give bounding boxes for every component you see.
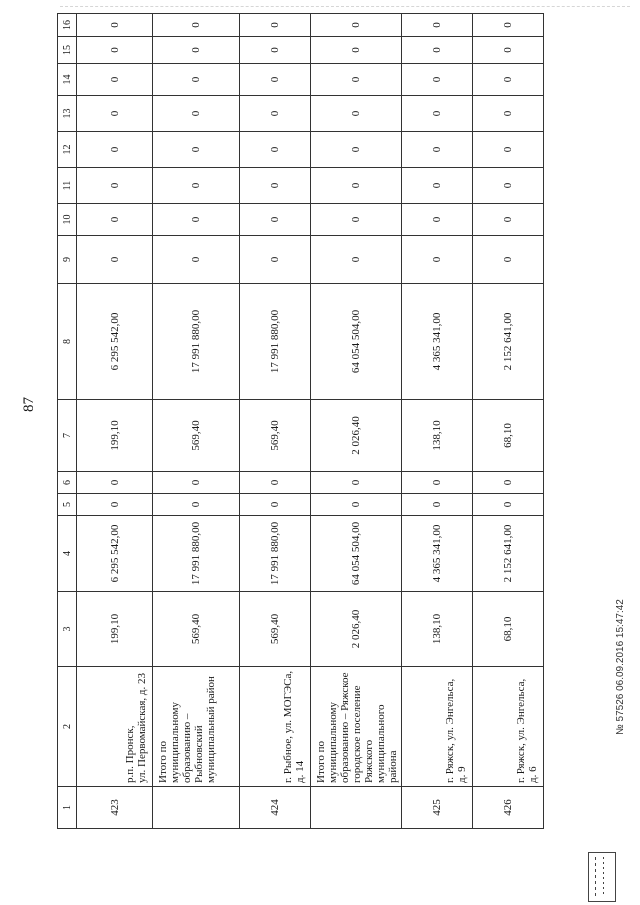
value-cell-c16: 0 xyxy=(310,14,401,37)
value-cell-c3: 199,10 xyxy=(77,592,153,667)
value-cell-c14: 0 xyxy=(310,64,401,96)
column-number-8: 8 xyxy=(58,284,77,400)
value-cell-c7: 569,40 xyxy=(153,400,239,472)
value-cell-c14: 0 xyxy=(401,64,472,96)
value-cell-c10: 0 xyxy=(472,204,543,236)
address-cell: г. Ряжск, ул. Энгельса, д. 6 xyxy=(472,667,543,787)
value-cell-c12: 0 xyxy=(239,132,310,168)
value-cell-c11: 0 xyxy=(472,168,543,204)
value-cell-c15: 0 xyxy=(472,37,543,64)
value-cell-c8: 4 365 341,00 xyxy=(401,284,472,400)
value-cell-c10: 0 xyxy=(310,204,401,236)
value-cell-c10: 0 xyxy=(401,204,472,236)
value-cell-c11: 0 xyxy=(77,168,153,204)
row-index xyxy=(153,787,239,829)
column-number-11: 11 xyxy=(58,168,77,204)
column-number-1: 1 xyxy=(58,787,77,829)
value-cell-c6: 0 xyxy=(401,472,472,494)
value-cell-c13: 0 xyxy=(153,96,239,132)
value-cell-c6: 0 xyxy=(153,472,239,494)
value-cell-c14: 0 xyxy=(239,64,310,96)
value-cell-c15: 0 xyxy=(77,37,153,64)
value-cell-c3: 569,40 xyxy=(153,592,239,667)
value-cell-c6: 0 xyxy=(239,472,310,494)
row-index: 425 xyxy=(401,787,472,829)
value-cell-c11: 0 xyxy=(153,168,239,204)
value-cell-c15: 0 xyxy=(310,37,401,64)
column-number-12: 12 xyxy=(58,132,77,168)
value-cell-c6: 0 xyxy=(77,472,153,494)
value-cell-c9: 0 xyxy=(239,236,310,284)
value-cell-c16: 0 xyxy=(77,14,153,37)
table-row xyxy=(401,14,472,829)
value-cell-c9: 0 xyxy=(153,236,239,284)
value-cell-c3: 68,10 xyxy=(472,592,543,667)
table-row xyxy=(239,14,310,829)
value-cell-c16: 0 xyxy=(472,14,543,37)
value-cell-c8: 17 991 880,00 xyxy=(239,284,310,400)
column-number-3: 3 xyxy=(58,592,77,667)
row-index: 423 xyxy=(77,787,153,829)
rotated-table-canvas xyxy=(57,14,544,829)
value-cell-c5: 0 xyxy=(77,494,153,516)
column-number-13: 13 xyxy=(58,96,77,132)
column-number-row xyxy=(58,14,77,829)
value-cell-c5: 0 xyxy=(239,494,310,516)
value-cell-c13: 0 xyxy=(77,96,153,132)
value-cell-c8: 2 152 641,00 xyxy=(472,284,543,400)
value-cell-c12: 0 xyxy=(77,132,153,168)
value-cell-c4: 17 991 880,00 xyxy=(239,516,310,592)
value-cell-c16: 0 xyxy=(401,14,472,37)
value-cell-c10: 0 xyxy=(153,204,239,236)
value-cell-c3: 138,10 xyxy=(401,592,472,667)
table-row xyxy=(153,14,239,829)
value-cell-c13: 0 xyxy=(472,96,543,132)
value-cell-c11: 0 xyxy=(239,168,310,204)
page-number: 87 xyxy=(21,397,37,412)
column-number-5: 5 xyxy=(58,494,77,516)
value-cell-c4: 6 295 542,00 xyxy=(77,516,153,592)
column-number-7: 7 xyxy=(58,400,77,472)
value-cell-c10: 0 xyxy=(77,204,153,236)
value-cell-c5: 0 xyxy=(310,494,401,516)
value-cell-c8: 64 054 504,00 xyxy=(310,284,401,400)
value-cell-c8: 17 991 880,00 xyxy=(153,284,239,400)
value-cell-c9: 0 xyxy=(310,236,401,284)
column-number-2: 2 xyxy=(58,667,77,787)
value-cell-c16: 0 xyxy=(239,14,310,37)
value-cell-c10: 0 xyxy=(239,204,310,236)
address-cell: р.п. Пронск, ул. Первомайская, д. 23 xyxy=(77,667,153,787)
value-cell-c13: 0 xyxy=(310,96,401,132)
value-cell-c6: 0 xyxy=(472,472,543,494)
subtotal-label: Итого по муниципальному образованию – Рыбновский муниципальный район xyxy=(153,667,239,787)
value-cell-c7: 68,10 xyxy=(472,400,543,472)
value-cell-c12: 0 xyxy=(310,132,401,168)
value-cell-c15: 0 xyxy=(239,37,310,64)
value-cell-c9: 0 xyxy=(77,236,153,284)
table-row xyxy=(472,14,543,829)
table-wrapper xyxy=(57,14,544,829)
value-cell-c6: 0 xyxy=(310,472,401,494)
value-cell-c3: 2 026,40 xyxy=(310,592,401,667)
value-cell-c13: 0 xyxy=(239,96,310,132)
value-cell-c16: 0 xyxy=(153,14,239,37)
row-index xyxy=(310,787,401,829)
subtotal-label: Итого по муниципальному образованию – Ряжское городское поселение Ряжского муниципального района xyxy=(310,667,401,787)
column-number-14: 14 xyxy=(58,64,77,96)
value-cell-c7: 2 026,40 xyxy=(310,400,401,472)
address-cell: г. Ряжск, ул. Энгельса, д. 9 xyxy=(401,667,472,787)
registration-stamp: № 57526 06.09.2016 15:47:42 xyxy=(615,599,626,735)
value-cell-c5: 0 xyxy=(472,494,543,516)
register-table xyxy=(57,13,544,829)
value-cell-c4: 64 054 504,00 xyxy=(310,516,401,592)
value-cell-c4: 4 365 341,00 xyxy=(401,516,472,592)
column-number-15: 15 xyxy=(58,37,77,64)
column-number-9: 9 xyxy=(58,236,77,284)
row-index: 424 xyxy=(239,787,310,829)
column-number-4: 4 xyxy=(58,516,77,592)
value-cell-c9: 0 xyxy=(472,236,543,284)
value-cell-c15: 0 xyxy=(401,37,472,64)
table-row xyxy=(77,14,153,829)
value-cell-c8: 6 295 542,00 xyxy=(77,284,153,400)
value-cell-c3: 569,40 xyxy=(239,592,310,667)
column-number-6: 6 xyxy=(58,472,77,494)
barcode-stamp xyxy=(588,852,616,902)
value-cell-c15: 0 xyxy=(153,37,239,64)
value-cell-c11: 0 xyxy=(310,168,401,204)
table-row xyxy=(310,14,401,829)
column-number-10: 10 xyxy=(58,204,77,236)
value-cell-c5: 0 xyxy=(153,494,239,516)
value-cell-c4: 2 152 641,00 xyxy=(472,516,543,592)
value-cell-c5: 0 xyxy=(401,494,472,516)
value-cell-c14: 0 xyxy=(153,64,239,96)
row-index: 426 xyxy=(472,787,543,829)
value-cell-c7: 569,40 xyxy=(239,400,310,472)
value-cell-c12: 0 xyxy=(401,132,472,168)
value-cell-c14: 0 xyxy=(77,64,153,96)
value-cell-c14: 0 xyxy=(472,64,543,96)
value-cell-c13: 0 xyxy=(401,96,472,132)
value-cell-c4: 17 991 880,00 xyxy=(153,516,239,592)
address-cell: г. Рыбное, ул. МОГЭСа, д. 14 xyxy=(239,667,310,787)
value-cell-c7: 138,10 xyxy=(401,400,472,472)
value-cell-c12: 0 xyxy=(472,132,543,168)
value-cell-c12: 0 xyxy=(153,132,239,168)
column-number-16: 16 xyxy=(58,14,77,37)
value-cell-c7: 199,10 xyxy=(77,400,153,472)
value-cell-c11: 0 xyxy=(401,168,472,204)
value-cell-c9: 0 xyxy=(401,236,472,284)
scan-edge-artifact xyxy=(60,6,630,11)
